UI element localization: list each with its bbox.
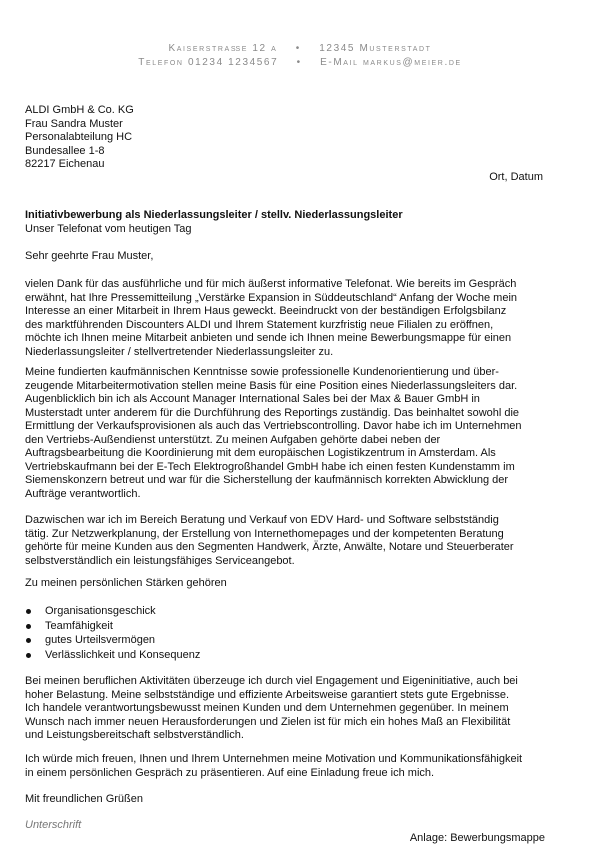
subject-title: Initiativbewerbung als Niederlassungsleiter / stellv. Niederlassungsleiter	[25, 209, 403, 221]
paragraph-line: Niederlassungsleiter / stellvertretender Niederlassungsleiter zu.	[25, 345, 334, 358]
subject-block	[25, 209, 403, 236]
paragraph-line: zeugende Mitarbeitermotivation stellen meine Basis für eine Position eines Niederlassungsleiters dar.	[25, 379, 518, 392]
list-item	[25, 633, 200, 648]
paragraph-line: Ermittlung der Verkaufsprovisionen als auch das Vertriebscontrolling. Davor habe ich im Unternehmen	[25, 420, 522, 432]
letterhead-city: 12345 Musterstadt	[319, 43, 432, 54]
paragraph-line: in einem persönlichen Gespräch zu präsentieren. Auf eine Einladung freue ich mich.	[25, 766, 435, 779]
bullet-icon	[26, 624, 31, 629]
paragraph-line: selbstverständlich ein leistungsfähiges Serviceangebot.	[25, 554, 295, 567]
paragraph-line: erwähnt, hat Ihre Pressemitteilung „Verstärke Expansion in Süddeutschland“ Anfang der Woche mein	[25, 291, 518, 304]
letterhead-address: Kaiserstraße 12 a	[168, 43, 278, 54]
list-item	[25, 619, 200, 634]
recipient-person: Frau Sandra Muster	[25, 117, 123, 130]
paragraph-line: des marktführenden Discounters ALDI und Ihrem Statement kurzfristig neue Filialen zu eröffnen,	[25, 318, 494, 331]
paragraph-line: Siemenskonzern betreut und war für die Sicherstellung der kaufmännisch korrekten Abwicklung der	[25, 474, 509, 486]
list-item-label: gutes Urteilsvermögen	[45, 634, 156, 646]
body-paragraph-1	[25, 278, 580, 359]
paragraph-line: den Vertriebs-Außendienst unterstützt. Zu meinen Aufgaben gehörte dabei neben der	[25, 433, 441, 446]
letterhead-separator: •	[296, 57, 302, 68]
paragraph-line: und Leistungsbereitschaft selbstverständlich.	[25, 729, 244, 741]
list-item-label: Organisationsgeschick	[45, 605, 156, 617]
paragraph-line: Aufträge verantwortlich.	[25, 487, 141, 500]
place-date: Ort, Datum	[489, 171, 543, 183]
closing: Mit freundlichen Grüßen	[25, 793, 143, 805]
letterhead-line-2	[0, 56, 600, 70]
recipient-address	[25, 104, 134, 172]
letterhead-phone: Telefon 01234 1234567	[138, 57, 279, 68]
list-item	[25, 648, 200, 663]
paragraph-line: Ich würde mich freuen, Ihnen und Ihrem Unternehmen meine Motivation und Kommunikationsfähigkeit	[25, 753, 523, 765]
body-paragraph-5	[25, 753, 580, 780]
paragraph-line: Zu meinen persönlichen Stärken gehören	[25, 577, 227, 589]
paragraph-line: Bei meinen beruflichen Aktivitäten überzeuge ich durch viel Engagement und Eigeninitiative, auch bei	[25, 675, 518, 687]
recipient-city: 82217 Eichenau	[25, 158, 105, 170]
recipient-street: Bundesallee 1-8	[25, 144, 105, 157]
paragraph-line: vielen Dank für das ausführliche und für mich äußerst informative Telefonat. Wie bereits im Gespräch	[25, 278, 517, 290]
salutation: Sehr geehrte Frau Muster,	[25, 250, 154, 262]
list-item	[25, 604, 200, 619]
body-paragraph-4	[25, 675, 580, 743]
paragraph-line: Augenblicklich bin ich als Account Manager International Sales bei der Max & Bauer GmbH in	[25, 393, 480, 405]
recipient-company: ALDI GmbH & Co. KG	[25, 104, 134, 116]
list-item-label: Verlässlichkeit und Konsequenz	[45, 648, 201, 661]
recipient-department: Personalabteilung HC	[25, 131, 133, 143]
paragraph-line: Auftragsbearbeitung die Koordinierung mit dem europäischen Logistikzentrum in Amsterdam. Als	[25, 447, 496, 459]
subject-reference: Unser Telefonat vom heutigen Tag	[25, 222, 192, 235]
strengths-intro	[25, 577, 580, 591]
paragraph-line: Ich handele verantwortungsbewusst meinen Kunden und dem Unternehmen gegenüber. In meinem	[25, 702, 509, 714]
list-item-label: Teamfähigkeit	[45, 619, 113, 632]
paragraph-line: Meine fundierten kaufmännischen Kenntnisse sowie professionelle Kundenorientierung und über-	[25, 366, 499, 378]
paragraph-line: hoher Belastung. Meine selbstständige und effiziente Arbeitsweise garantiert stets gute Ergebnisse.	[25, 688, 510, 701]
signature: Unterschrift	[25, 819, 82, 831]
paragraph-line: tätig. Zur Netzwerkplanung, der Erstellung von Internethomepages und der kompetenten Beratung	[25, 527, 504, 540]
letterhead	[0, 42, 600, 70]
letterhead-separator: •	[295, 43, 301, 54]
bullet-icon	[26, 638, 31, 643]
paragraph-line: Wunsch nach immer neuen Herausforderungen und Zielen ist für mich ein hohes Maß an Flexibilität	[25, 715, 511, 728]
bullet-icon	[26, 653, 31, 658]
letterhead-email: E-Mail markus@meier.de	[320, 57, 462, 68]
paragraph-line: möchte ich Ihnen meine Mitarbeit anbieten und sende ich Ihnen meine Bewerbungsmappe für einen	[25, 332, 512, 344]
paragraph-line: Musterstadt unter anderem für die Durchführung des Reportings zuständig. Das beinhaltet sowohl die	[25, 406, 520, 419]
paragraph-line: gehörte für meine Kunden aus den Segmenten Handwerk, Ärzte, Anwälte, Notare und Steuerberater	[25, 541, 514, 553]
paragraph-line: Vertriebskaufmann bei der E-Tech Elektrogroßhandel GmbH habe ich einen festen Kundenstamm im	[25, 460, 515, 473]
strengths-list	[25, 604, 200, 662]
body-paragraph-2	[25, 366, 580, 501]
paragraph-line: Dazwischen war ich im Bereich Beratung und Verkauf von EDV Hard- und Software selbstständig	[25, 514, 499, 526]
letterhead-line-1	[0, 42, 600, 56]
bullet-icon	[26, 609, 31, 614]
enclosure: Anlage: Bewerbungsmappe	[409, 832, 545, 844]
paragraph-line: Interesse an einer Mitarbeit in Ihrem Haus geweckt. Beeindruckt von der beständigen Erfolgsbilanz	[25, 305, 507, 317]
body-paragraph-3	[25, 514, 580, 568]
